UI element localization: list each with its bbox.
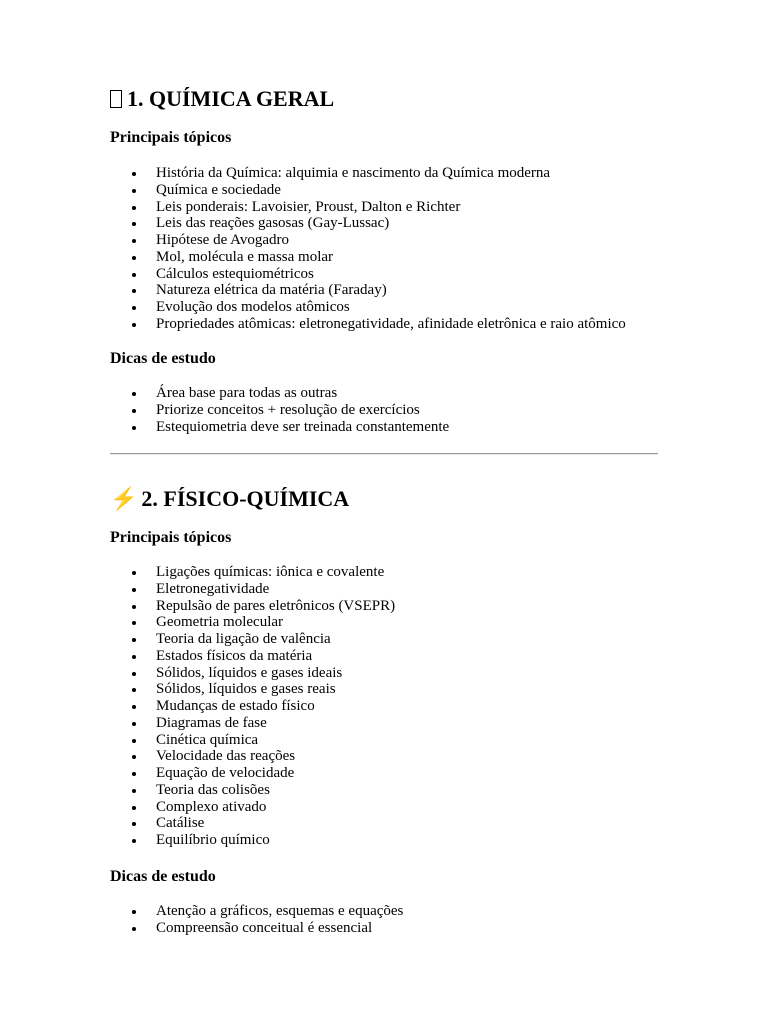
list-item: Equilíbrio químico xyxy=(110,832,395,849)
list-item: Cinética química xyxy=(110,732,395,749)
list-item: Hipótese de Avogadro xyxy=(110,232,626,249)
list-item: Eletronegatividade xyxy=(110,581,395,598)
section-1-topics-list xyxy=(110,165,626,333)
section-1-title xyxy=(110,86,334,112)
section-2-tips-heading: Dicas de estudo xyxy=(110,868,216,885)
list-item: Evolução dos modelos atômicos xyxy=(110,299,626,316)
list-item: Geometria molecular xyxy=(110,614,395,631)
list-item: Teoria da ligação de valência xyxy=(110,631,395,648)
list-item: Teoria das colisões xyxy=(110,782,395,799)
list-item: Complexo ativado xyxy=(110,799,395,816)
list-item: Ligações químicas: iônica e covalente xyxy=(110,564,395,581)
list-item: Catálise xyxy=(110,815,395,832)
list-item: Química e sociedade xyxy=(110,182,626,199)
section-2-topics-heading: Principais tópicos xyxy=(110,529,232,546)
list-item: Estados físicos da matéria xyxy=(110,648,395,665)
section-1-tips-heading: Dicas de estudo xyxy=(110,350,216,367)
section-2-title xyxy=(110,486,349,512)
list-item: Equação de velocidade xyxy=(110,765,395,782)
list-item: Estequiometria deve ser treinada constantemente xyxy=(110,419,449,436)
list-item: Atenção a gráficos, esquemas e equações xyxy=(110,903,403,920)
list-item: História da Química: alquimia e nascimento da Química moderna xyxy=(110,165,626,182)
section-1-topics-heading: Principais tópicos xyxy=(110,129,232,146)
list-item: Diagramas de fase xyxy=(110,715,395,732)
section-2-topics-list xyxy=(110,564,395,849)
lightning-icon: ⚡ xyxy=(110,486,138,511)
section-divider xyxy=(110,453,658,455)
list-item: Leis ponderais: Lavoisier, Proust, Dalton e Richter xyxy=(110,199,626,216)
list-item: Cálculos estequiométricos xyxy=(110,266,626,283)
list-item: Propriedades atômicas: eletronegatividade, afinidade eletrônica e raio atômico xyxy=(110,316,626,333)
flask-icon xyxy=(110,90,122,108)
list-item: Sólidos, líquidos e gases reais xyxy=(110,681,395,698)
section-1-tips-list xyxy=(110,385,449,435)
list-item: Natureza elétrica da matéria (Faraday) xyxy=(110,282,626,299)
list-item: Sólidos, líquidos e gases ideais xyxy=(110,665,395,682)
list-item: Mol, molécula e massa molar xyxy=(110,249,626,266)
section-2-tips-list xyxy=(110,903,403,937)
section-2-title-text: 2. FÍSICO-QUÍMICA xyxy=(141,486,350,511)
list-item: Área base para todas as outras xyxy=(110,385,449,402)
section-1-title-text: 1. QUÍMICA GERAL xyxy=(127,86,335,111)
list-item: Repulsão de pares eletrônicos (VSEPR) xyxy=(110,598,395,615)
list-item: Compreensão conceitual é essencial xyxy=(110,920,403,937)
list-item: Leis das reações gasosas (Gay-Lussac) xyxy=(110,215,626,232)
list-item: Velocidade das reações xyxy=(110,748,395,765)
list-item: Priorize conceitos + resolução de exercícios xyxy=(110,402,449,419)
list-item: Mudanças de estado físico xyxy=(110,698,395,715)
